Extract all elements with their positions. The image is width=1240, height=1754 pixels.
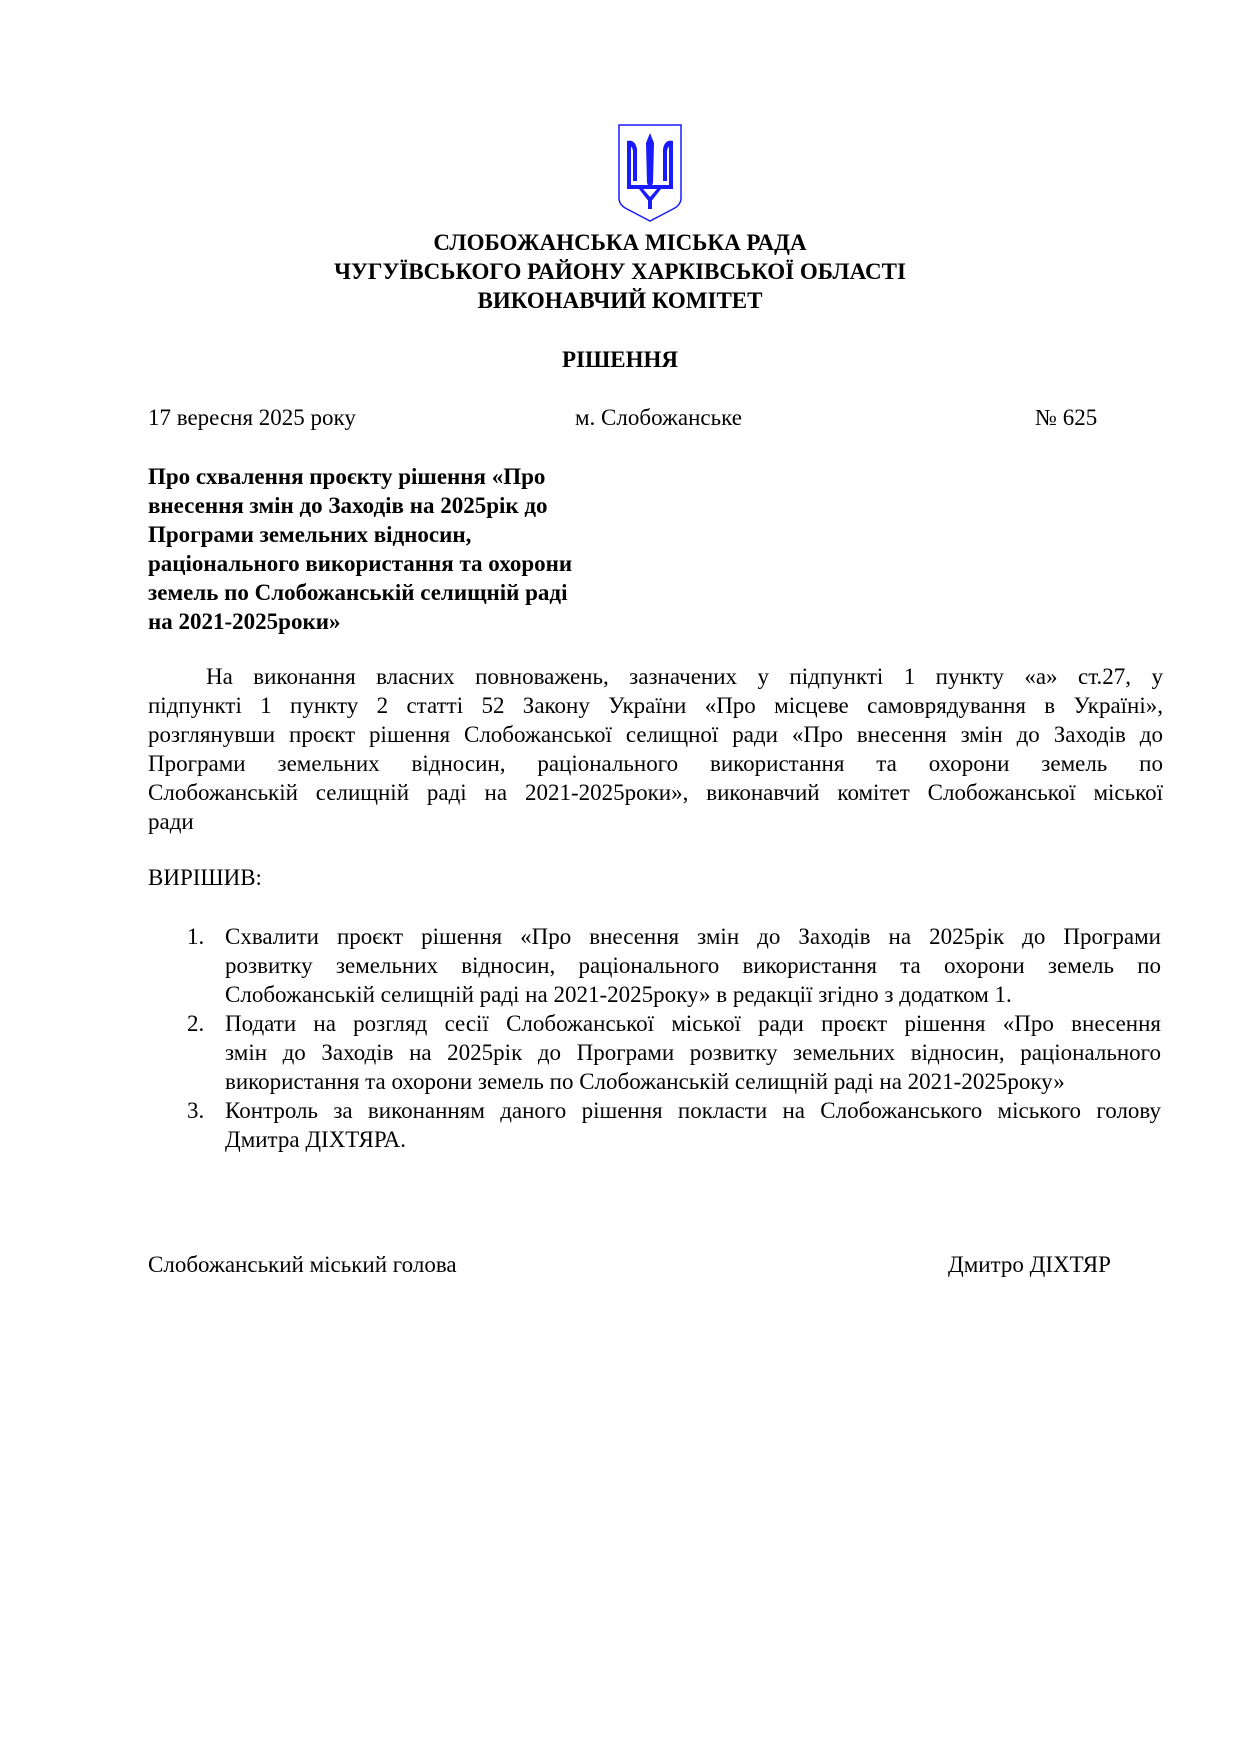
signature-title: Слобожанський міський голова <box>148 1252 457 1277</box>
decision-item <box>187 922 1161 1009</box>
doc-place: м. Слобожанське <box>575 405 742 430</box>
org-committee: ВИКОНАВЧИЙ КОМІТЕТ <box>477 288 763 313</box>
item-number: 3. <box>187 1098 205 1123</box>
preamble <box>148 662 1163 836</box>
org-district: ЧУГУЇВСЬКОГО РАЙОНУ ХАРКІВСЬКОЇ ОБЛАСТІ <box>334 259 906 284</box>
decision-item <box>187 1009 1161 1096</box>
item-line: змін до Заходів на 2025рік до Програми розвитку земельних відносин, раціонального <box>225 1040 1161 1065</box>
preamble-line: розглянувши проєкт рішення Слобожанської селищної ради «Про внесення змін до Заходів до <box>148 722 1163 747</box>
preamble-line: підпункті 1 пункту 2 статті 52 Закону України «Про місцеве самоврядування в Україні», <box>148 693 1163 718</box>
doc-date: 17 вересня 2025 року <box>148 405 356 430</box>
subject-line: на 2021-2025роки» <box>148 609 341 634</box>
decision-item <box>187 1096 1161 1154</box>
doc-type: РІШЕННЯ <box>562 347 678 372</box>
item-line: Слобожанській селищній раді на 2021-2025року» в редакції згідно з додатком 1. <box>225 982 1012 1007</box>
item-number: 2. <box>187 1011 205 1036</box>
preamble-line: На виконання власних повноважень, зазначених у підпункті 1 пункту «а» ст.27, у <box>206 664 1163 689</box>
org-header <box>0 228 1240 315</box>
subject-line: Про схвалення проєкту рішення «Про <box>148 464 546 489</box>
preamble-line: ради <box>148 809 194 834</box>
item-number: 1. <box>187 924 205 949</box>
item-line: Контроль за виконанням даного рішення покласти на Слобожанського міського голову <box>225 1098 1161 1123</box>
decided-label: ВИРІШИВ: <box>148 865 262 890</box>
subject-line: внесення змін до Заходів на 2025рік до <box>148 493 548 518</box>
coat-of-arms-icon <box>617 123 683 223</box>
item-line: використання та охорони земель по Слобожанській селищній раді на 2021-2025року» <box>225 1069 1065 1094</box>
item-line: розвитку земельних відносин, раціонального використання та охорони земель по <box>225 953 1161 978</box>
item-line: Дмитра ДІХТЯРА. <box>225 1127 407 1152</box>
doc-number: № 625 <box>1035 405 1098 430</box>
subject-line: раціонального використання та охорони <box>148 551 573 576</box>
preamble-line: Слобожанській селищній раді на 2021-2025роки», виконавчий комітет Слобожанської міської <box>148 780 1163 805</box>
subject-line: Програми земельних відносин, <box>148 522 472 547</box>
doc-subject <box>148 462 628 636</box>
signature-name: Дмитро ДІХТЯР <box>948 1252 1111 1277</box>
preamble-line: Програми земельних відносин, раціонального використання та охорони земель по <box>148 751 1163 776</box>
item-line: Схвалити проєкт рішення «Про внесення змін до Заходів на 2025рік до Програми <box>225 924 1161 949</box>
item-line: Подати на розгляд сесії Слобожанської міської ради проєкт рішення «Про внесення <box>225 1011 1161 1036</box>
subject-line: земель по Слобожанській селищній раді <box>148 580 568 605</box>
decision-list <box>187 922 1161 1154</box>
org-name: СЛОБОЖАНСЬКА МІСЬКА РАДА <box>433 230 807 255</box>
